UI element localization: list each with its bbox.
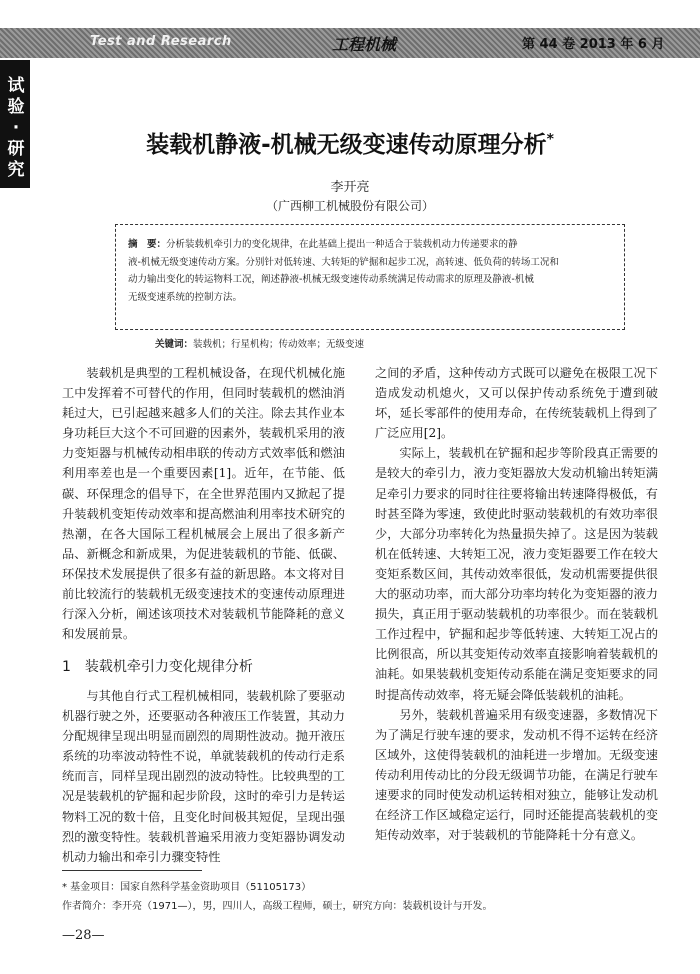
side-tab-label: 试验·研究 bbox=[7, 76, 25, 180]
keywords-label: 关键词： bbox=[155, 339, 194, 350]
abstract-line: 液-机械无级变速传动方案。分别针对低转速、大转矩的铲掘和起步工况，高转速、低负荷的转场工况和 bbox=[128, 256, 559, 268]
issue-info: 第 44 卷 2013 年 6 月 bbox=[522, 37, 665, 52]
title-footnote-mark: * bbox=[546, 131, 554, 148]
body-paragraph: 实际上，装载机在铲掘和起步等阶段真正需要的是较大的牵引力，液力变矩器放大发动机输出转矩满足牵引力要求的同时往往要将输出转速降得极低，有时甚至降为零速，致使此时驱动装载机的有效功率很少，大部分功率转化为热量损失掉了。这是因为装载机在低转速、大转矩工况，液力变矩器要工作在较大变矩系数区间，其传动效率很低，发动机需要提供很大的驱动功率，而大部分功率均转化为变矩器的液力损失，真正用于驱动装载机的功率很少。而在装载机工作过程中，铲掘和起步等低转速、大转矩工况占的比例很高，所以其变矩传动效率直接影响着装载机的油耗。如果装载机变矩传动系能在满足变矩要求的同时提高传动效率，将无疑会降低装载机的油耗。 bbox=[375, 446, 658, 702]
author-affiliation: （广西柳工机械股份有限公司） bbox=[265, 199, 434, 213]
abstract-line: 摘 要：分析装载机牵引力的变化规律，在此基础上提出一种适合于装载机动力传递要求的静 bbox=[128, 239, 518, 250]
title-text: 装载机静液-机械无级变速传动原理分析 bbox=[146, 132, 547, 158]
author-name: 李开亮 bbox=[330, 180, 370, 195]
keywords bbox=[155, 336, 364, 350]
body-paragraph: 另外，装载机普遍采用有级变速器，多数情况下为了满足行驶车速的要求，发动机不得不运转在经济区域外，这使得装载机的油耗进一步增加。无级变速传动利用传动比的分段无级调节功能，在满足行驶车速要求的同时使发动机运转相对独立，能够让发动机在经济工作区域稳定运行，同时还能提高装载机的变矩传动效率，对于装载机的节能降耗十分有意义。 bbox=[375, 707, 658, 843]
section-heading: 1 装载机牵引力变化规律分析 bbox=[62, 659, 253, 675]
journal-logo-text: 工程机械 bbox=[332, 35, 397, 54]
body-paragraph: 与其他自行式工程机械相同，装载机除了要驱动机器行驶之外，还要驱动各种液压工作装置，其动力分配规律呈现出明显而剧烈的周期性波动。抛开液压系统的功率波动特性不说，单就装载机的传动行走系统而言，同样呈现出剧烈的波动特性。比较典型的工况是装载机的铲掘和起步阶段，这时的牵引力是转运物料工况的数十倍，且变化时间极其短促，呈现出强烈的激变特性。装载机普遍采用液力变矩器协调发动机动力输出和牵引力骤变特性 bbox=[62, 689, 345, 864]
article-title bbox=[0, 126, 700, 159]
journal-english-name: Test and Research bbox=[90, 34, 232, 49]
abstract-label: 摘 要： bbox=[128, 239, 167, 250]
footnote-author-bio: 作者简介：李开亮（1971—），男，四川人，高级工程师，硕士，研究方向：装载机设计与开发。 bbox=[62, 901, 493, 912]
right-column bbox=[375, 363, 658, 845]
body-paragraph: 装载机是典型的工程机械设备，在现代机械化施工中发挥着不可替代的作用，但同时装载机的燃油消耗过大，已引起越来越多人们的关注。除去其作业本身功耗巨大这个不可回避的因素外，装载机采用的液力变矩器与机械传动相串联的传动方式效率低和燃油利用率差也是一个重要因素[1]。近年，在节能、低碳、环保理念的倡导下，在全世界范围内又掀起了提升装载机变矩传动效率和提高燃油利用率技术研究的热潮，在各大国际工程机械展会上展出了很多新产品、新概念和新成果，为促进装载机的节能、低碳、环保技术发展提供了很多有益的新思路。本文将对目前比较流行的装载机无级变速技术的变速传动原理进行深入分析，阐述该项技术对装载机节能降耗的意义和发展前景。 bbox=[62, 366, 345, 642]
abstract-line: 无级变速系统的控制方法。 bbox=[128, 291, 243, 303]
footnote-rule bbox=[62, 870, 202, 871]
abstract-box bbox=[115, 224, 625, 330]
footnote-fund: * 基金项目：国家自然科学基金资助项目（51105173） bbox=[62, 882, 312, 893]
body-paragraph: 之间的矛盾，这种传动方式既可以避免在极限工况下造成发动机熄火，又可以保护传动系统免于遭到破坏，延长零部件的使用寿命，在传统装载机上得到了广泛应用[2]。 bbox=[375, 366, 658, 441]
abstract-line: 动力输出变化的转运物料工况，阐述静液-机械无级变速传动系统满足传动需求的原理及静液-机械 bbox=[128, 274, 534, 286]
left-column-bottom bbox=[62, 686, 345, 867]
left-column-top bbox=[62, 363, 345, 644]
keywords-text: 装载机；行星机构；传动效率；无级变速 bbox=[193, 339, 365, 350]
page-number: —28— bbox=[62, 928, 105, 943]
